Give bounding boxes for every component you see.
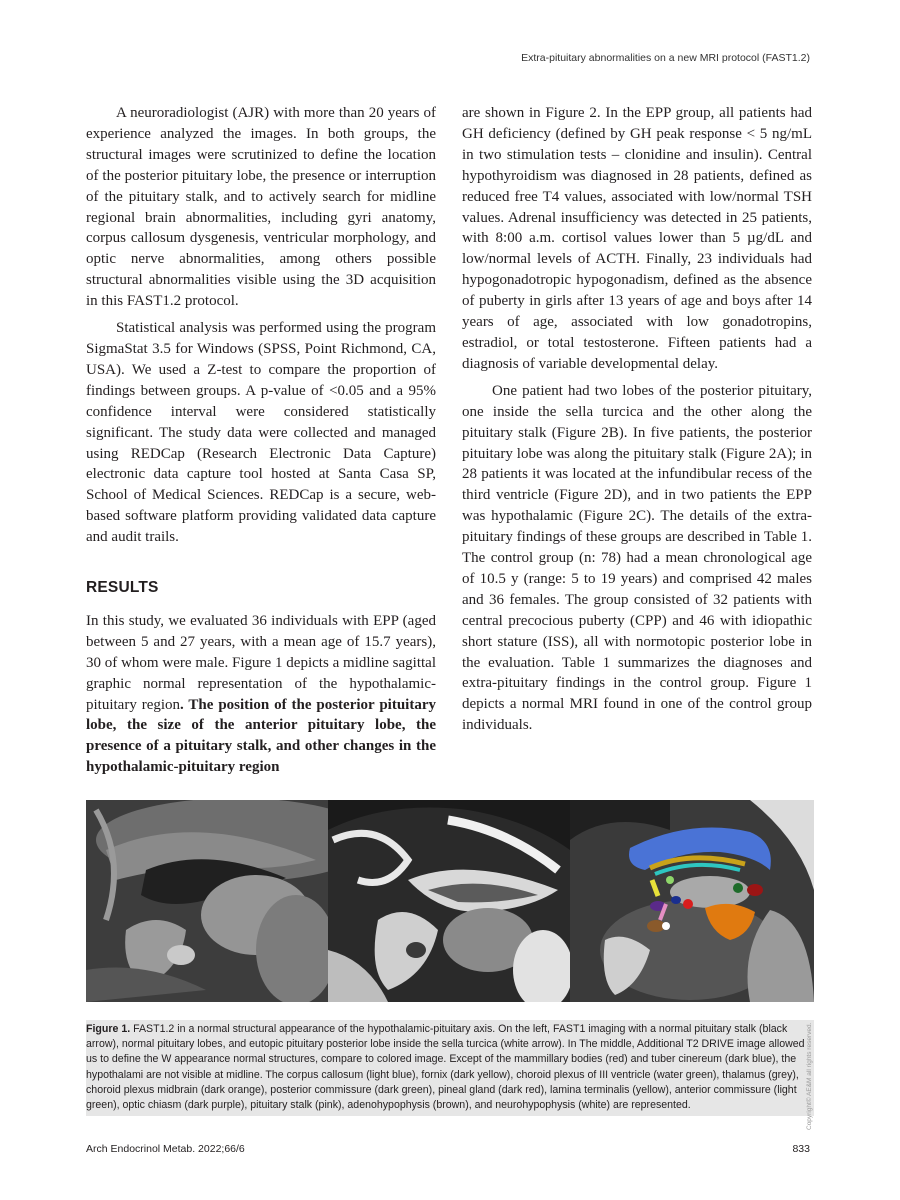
- paragraph: A neuroradiologist (AJR) with more than 20 years of experience analyzed the images. In both groups, the structural images were scrutinized to define the location of the posterior pituitary lobe, the presence or interruption of the pituitary stalk, and to actively search for midline regional brain abnormalities, including gyri anatomy, corpus callosum dysgenesis, ventricular morphology, and optic nerve abnormalities, among others possible structural abnormalities visible using the 3D acquisition in this FAST1.2 protocol.: [86, 105, 436, 310]
- paragraph-text-cont: . The position of the posterior pituitary lobe, the size of the anterior pituitary lobe, the presence of a pituitary stalk, and other changes in the hypothalamic-pituitary region: [86, 696, 436, 776]
- mri-image-left: [86, 800, 328, 1002]
- running-head: Extra-pituitary abnormalities on a new MRI protocol (FAST1.2): [521, 52, 810, 64]
- mri-image-middle: [328, 800, 570, 1002]
- section-heading-results: RESULTS: [86, 579, 159, 597]
- mammillary-bodies: [683, 899, 693, 909]
- footer-page-number: 833: [792, 1143, 810, 1155]
- mri-panel-fast1: [86, 800, 328, 1002]
- mri-panel-t2-drive: [328, 800, 570, 1002]
- paragraph: One patient had two lobes of the posterior pituitary, one inside the sella turcica and the other along the pituitary stalk (Figure 2B). In five patients, the posterior pituitary lobe was along the pituitary stalk (Figure 2A); in 28 patients it was located at the infundibular recess of the third ventricle (Figure 2D), and in two patients the EPP was hypothalamic (Figure 2C). The details of the extra-pituitary findings of these groups are described in Table 1. The control group (n: 78) had a mean chronological age of 10.5 y (range: 5 to 19 years) and comprised 42 males and 36 females. The group consisted of 32 patients with central precocious puberty (CPP) and 46 with idiopathic short stature (ISS), all with normotopic posterior lobe in the evaluation. Table 1 summarizes the diagnoses and extra-pituitary findings in the control group. Figure 1 depicts a normal MRI found in one of the control group individuals.: [462, 382, 812, 734]
- right-column: [462, 103, 812, 736]
- paragraph: [86, 611, 436, 778]
- mri-panel-colored: [570, 800, 814, 1002]
- figure-caption-text: FAST1.2 in a normal structural appearance of the hypothalamic-pituitary axis. On the left, FAST1 imaging with a normal pituitary stalk (black arrow), normal pituitary lobes, and eutopic pituitary posterior lobe inside the sella turcica (white arrow). In The middle, Additional T2 DRIVE image allowed us to define the W appearance normal structures, compare to colored image. Except of the mammillary bodies (red) and tuber cinereum (dark blue), the hypothalami are not visible at midline. The corpus callosum (light blue), fornix (dark yellow), choroid plexus of III ventricle (water green), thalamus (grey), choroid plexus midbrain (dark orange), posterior commissure (dark green), pineal gland (dark red), lamina terminalis (yellow), anterior commissure (light green), optic chiasm (dark purple), pituitary stalk (pink), adenohypophysis (brown), and neurohypophysis (white) are represented.: [86, 1023, 805, 1112]
- copyright-notice: Copyright© AE&M all rights reserved.: [806, 1022, 813, 1130]
- figure-caption: [86, 1020, 814, 1116]
- figure-label: Figure 1.: [86, 1023, 131, 1035]
- pineal-gland: [747, 884, 763, 896]
- left-column: [86, 103, 436, 778]
- posterior-commissure: [733, 883, 743, 893]
- paragraph: are shown in Figure 2. In the EPP group, all patients had GH deficiency (defined by GH peak response < 5 ng/mL in two stimulation tests – clonidine and insulin). Central hypothyroidism was diagnosed in 28 patients, defined as reduced free T4 values, associated with low/normal TSH values. Adrenal insufficiency was detected in 25 patients, with 8:00 a.m. cortisol values lower than 5 µg/dL and low/normal levels of ACTH. Finally, 23 individuals had hypogonadotropic hypogonadism, defined as the absence of puberty in girls after 13 years of age and boys after 14 years of age, associated with low gonadotropins, estradiol, or total testosterone. Fifteen patients had a diagnosis of variable developmental delay.: [462, 105, 812, 372]
- footer-journal: Arch Endocrinol Metab. 2022;66/6: [86, 1143, 245, 1155]
- tuber-cinereum: [671, 896, 681, 904]
- mri-image-colored: [570, 800, 814, 1002]
- paragraph-text: In this study, we evaluated 36 individuals with EPP (aged between 5 and 27 years, with a mean age of 15.7 years), 30 of whom were male. Figure 1 depicts a midline sagittal graphic normal representation of the hypothalamic-pituitary region: [86, 612, 436, 713]
- figure-1: [86, 800, 814, 1002]
- neurohypophysis: [662, 922, 670, 930]
- paragraph: Statistical analysis was performed using the program SigmaStat 3.5 for Windows (SPSS, Point Richmond, CA, USA). We used a Z-test to compare the proportion of findings between groups. A p-value of <0.05 and a 95% confidence interval were considered statistically significant. The study data were collected and managed using REDCap (Research Electronic Data Capture) electronic data capture tool hosted at Santa Casa SP, School of Medical Sciences. REDCap is a secure, web-based software platform providing validated data capture and audit trails.: [86, 320, 436, 546]
- anterior-commissure: [666, 876, 674, 884]
